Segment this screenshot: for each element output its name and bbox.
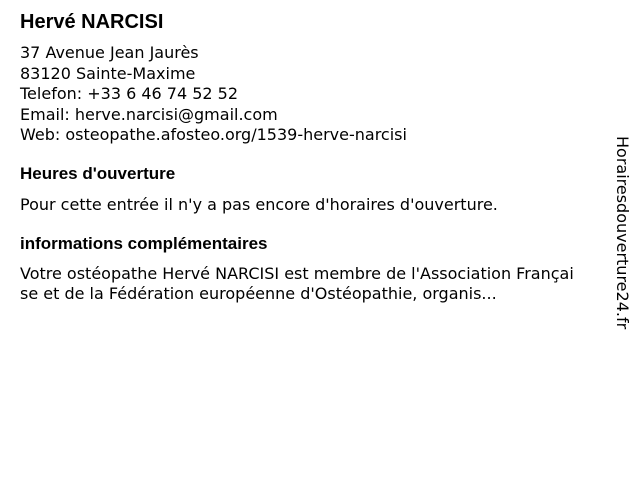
email-line[interactable]: Email: herve.narcisi@gmail.com (20, 104, 278, 124)
additional-info-text: Votre ostéopathe Hervé NARCISI est membre de l'Association Française et de la Fédération européenne d'Ostéopathie, organis... (20, 264, 574, 303)
contact-block (20, 44, 407, 147)
opening-hours-heading: Heures d'ouverture (20, 164, 176, 183)
site-watermark (612, 136, 632, 346)
business-name: Hervé NARCISI (20, 11, 164, 33)
opening-hours-text: Pour cette entrée il n'y a pas encore d'horaires d'ouverture. (20, 195, 498, 214)
additional-info-heading: informations complémentaires (20, 234, 268, 253)
street-address: 37 Avenue Jean Jaurès (20, 43, 199, 62)
website-line[interactable]: Web: osteopathe.afosteo.org/1539-herve-narcisi (20, 125, 407, 144)
postal-city: 83120 Sainte-Maxime (20, 63, 196, 83)
watermark-text: Horairesdouverture24.fr (613, 136, 632, 330)
phone-line[interactable]: Telefon: +33 6 46 74 52 52 (20, 84, 239, 103)
business-card (20, 8, 590, 303)
